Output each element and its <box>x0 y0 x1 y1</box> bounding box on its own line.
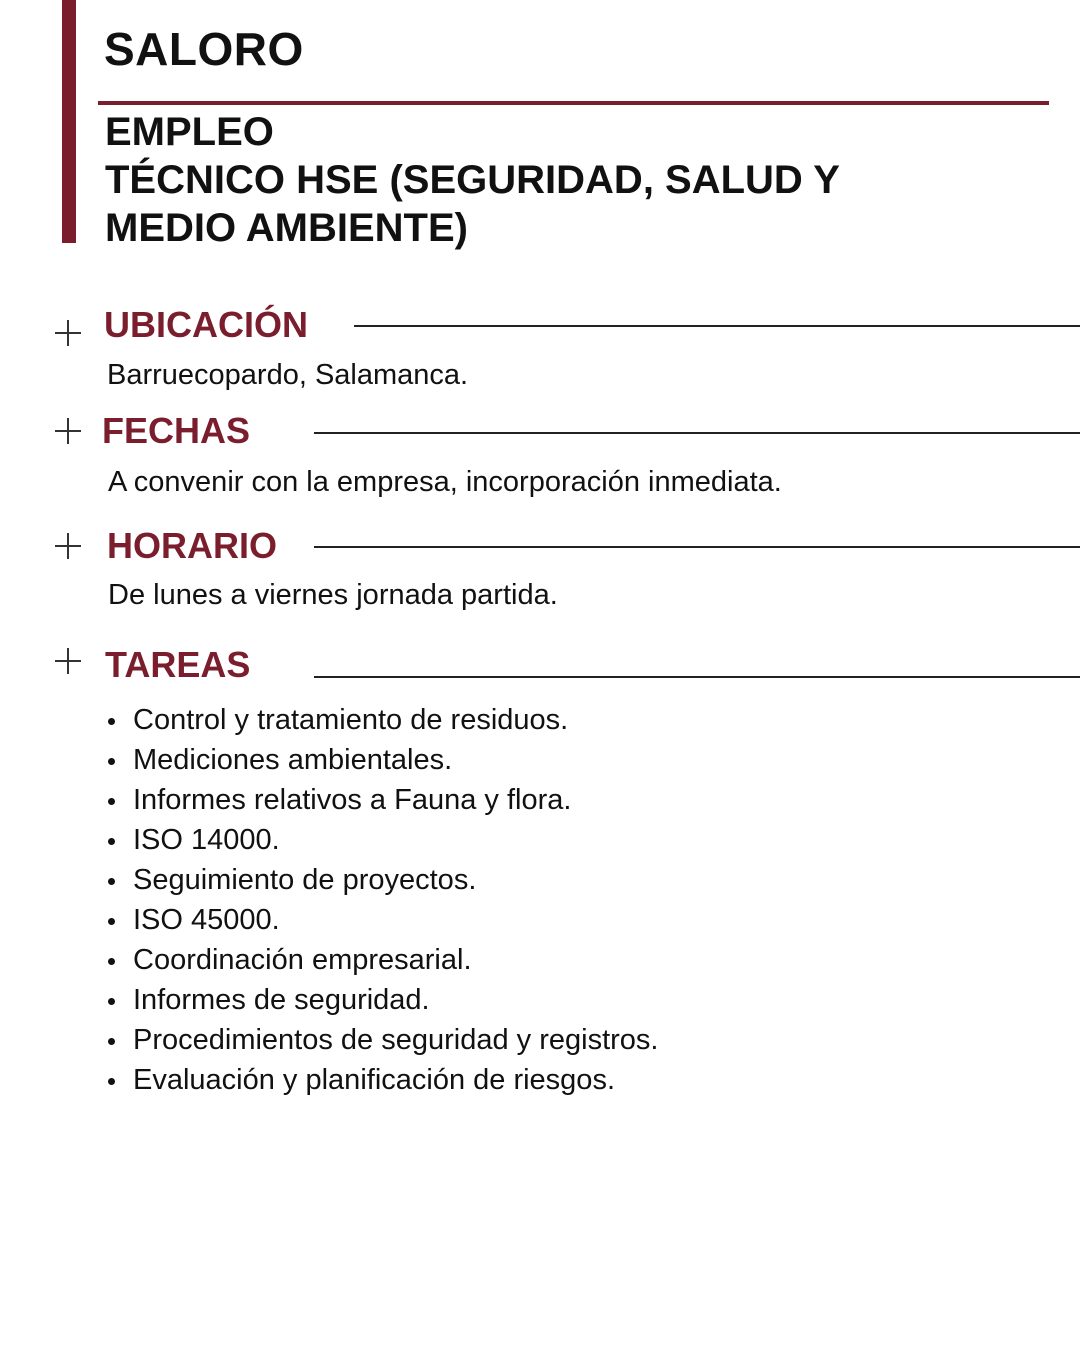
task-item: Control y tratamiento de residuos. <box>108 700 658 740</box>
job-title-line: MEDIO AMBIENTE) <box>105 206 468 250</box>
task-item: Evaluación y planificación de riesgos. <box>108 1060 658 1100</box>
section-title-fechas: FECHAS <box>102 410 251 451</box>
task-item: Coordinación empresarial. <box>108 940 658 980</box>
section-title-horario: HORARIO <box>107 525 277 566</box>
header-divider <box>98 101 1049 105</box>
company-name: SALORO <box>104 23 304 75</box>
section-body-ubicacion: Barruecopardo, Salamanca. <box>107 359 469 391</box>
section-title-ubicacion: UBICACIÓN <box>104 304 308 345</box>
section-title-tareas: TAREAS <box>105 644 251 685</box>
task-item: Seguimiento de proyectos. <box>108 860 658 900</box>
section-divider <box>314 432 1080 434</box>
section-divider <box>314 676 1080 678</box>
job-title-line: EMPLEO <box>105 110 274 154</box>
job-title <box>105 108 1045 252</box>
task-list <box>108 700 658 1100</box>
task-item: ISO 14000. <box>108 820 658 860</box>
task-item: Informes de seguridad. <box>108 980 658 1020</box>
task-item: ISO 45000. <box>108 900 658 940</box>
task-item: Mediciones ambientales. <box>108 740 658 780</box>
section-body-fechas: A convenir con la empresa, incorporación inmediata. <box>108 466 782 498</box>
plus-icon <box>53 318 83 348</box>
section-divider <box>314 546 1080 548</box>
task-item: Procedimientos de seguridad y registros. <box>108 1020 658 1060</box>
section-body-horario: De lunes a viernes jornada partida. <box>108 579 558 611</box>
task-item: Informes relativos a Fauna y flora. <box>108 780 658 820</box>
plus-icon <box>53 646 83 676</box>
section-divider <box>354 325 1080 327</box>
plus-icon <box>53 531 83 561</box>
job-title-line: TÉCNICO HSE (SEGURIDAD, SALUD Y <box>105 158 840 202</box>
plus-icon <box>53 416 83 446</box>
accent-bar <box>62 0 76 243</box>
